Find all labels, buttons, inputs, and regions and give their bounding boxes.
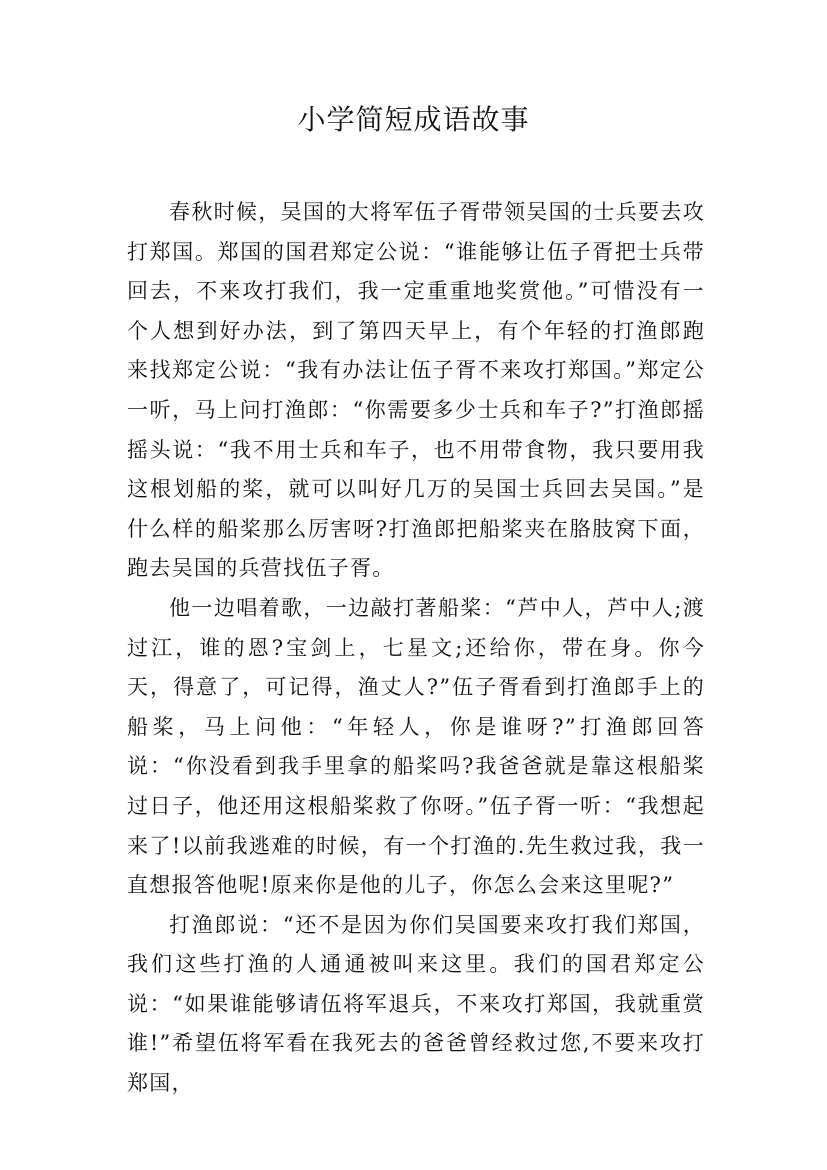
paragraph-3: 打渔郎说：“还不是因为你们吴国要来攻打我们郑国，我们这些打渔的人通通被叫来这里。我们的国君郑定公说：“如果谁能够请伍将军退兵，不来攻打郑国，我就重赏谁!”希望伍将军看在我死去的爸爸曾经救过您,不要来攻打郑国， <box>127 912 705 1096</box>
document-body <box>127 193 705 1104</box>
document-title: 小学简短成语故事 <box>297 103 530 136</box>
paragraph-1: 春秋时候，吴国的大将军伍子胥带领吴国的士兵要去攻打郑国。郑国的国君郑定公说：“谁能够让伍子胥把士兵带回去，不来攻打我们，我一定重重地奖赏他。”可惜没有一个人想到好办法，到了第四天早上，有个年轻的打渔郎跑来找郑定公说：“我有办法让伍子胥不来攻打郑国。”郑定公一听，马上问打渔郎：“你需要多少士兵和车子?”打渔郎摇摇头说：“我不用士兵和车子，也不用带食物，我只要用我这根划船的桨，就可以叫好几万的吴国士兵回去吴国。”是什么样的船桨那么厉害呀?打渔郎把船桨夹在胳肢窝下面，跑去吴国的兵营找伍子胥。 <box>127 200 705 581</box>
paragraph-2: 他一边唱着歌，一边敲打著船桨：“芦中人，芦中人;渡过江，谁的恩?宝剑上，七星文;还给你，带在身。你今天，得意了，可记得，渔丈人?”伍子胥看到打渔郎手上的船桨，马上问他：“年轻人，你是谁呀?”打渔郎回答说：“你没看到我手里拿的船桨吗?我爸爸就是靠这根船桨过日子，他还用这根船桨救了你呀。”伍子胥一听：“我想起来了!以前我逃难的时候，有一个打渔的.先生救过我，我一直想报答他呢!原来你是他的儿子，你怎么会来这里呢?” <box>127 595 705 898</box>
